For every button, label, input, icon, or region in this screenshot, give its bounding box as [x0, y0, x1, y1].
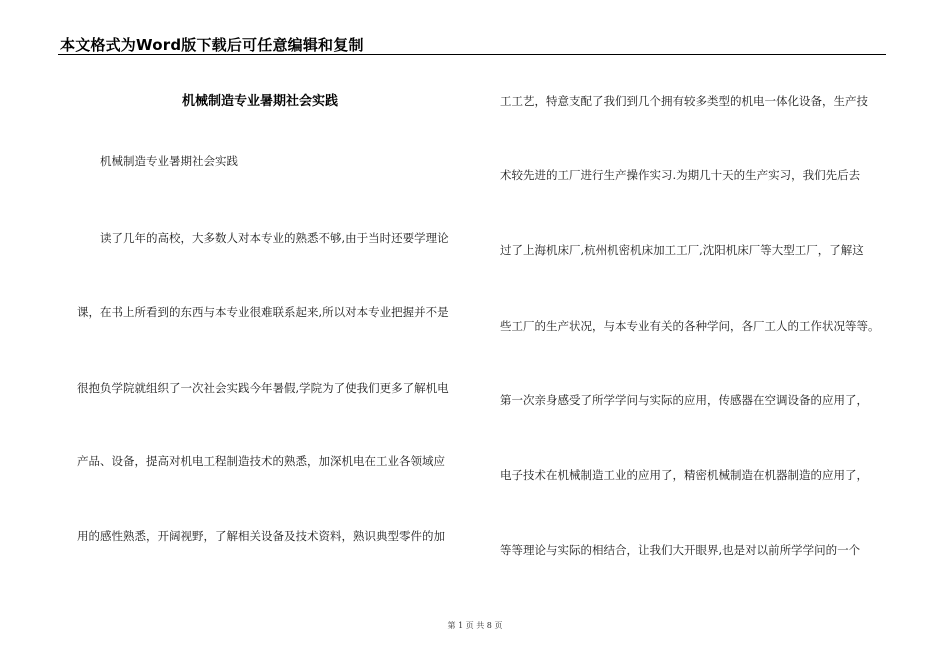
left-paragraph-line: 产品、设备，提高对机电工程制造技术的熟悉，加深机电在工业各领域应: [77, 454, 445, 468]
right-paragraph-line: 电子技术在机械制造工业的应用了，精密机械制造在机器制造的应用了，: [500, 468, 868, 482]
left-paragraph-line: 用的感性熟悉，开阔视野，了解相关设备及技术资料，熟识典型零件的加: [77, 529, 445, 543]
left-paragraph-line: 读了几年的高校，大多数人对本专业的熟悉不够,由于当时还要学理论: [100, 231, 449, 245]
page-number: 第 1 页 共 8 页: [447, 621, 503, 630]
right-paragraph-line: 第一次亲身感受了所学学问与实际的应用，传感器在空调设备的应用了，: [500, 393, 868, 407]
right-paragraph-line: 过了上海机床厂,杭州机密机床加工工厂,沈阳机床厂等大型工厂，了解这: [500, 243, 864, 257]
header-title: 本文格式为Word版下载后可任意编辑和复制: [60, 36, 364, 54]
right-paragraph-line: 些工厂的生产状况，与本专业有关的各种学问，各厂工人的工作状况等等。: [500, 319, 880, 333]
right-paragraph-line: 工工艺，特意支配了我们到几个拥有较多类型的机电一体化设备，生产技: [500, 94, 868, 108]
left-paragraph-line: 很抱负学院就组织了一次社会实践今年暑假,学院为了使我们更多了解机电: [77, 381, 449, 395]
document-title: 机械制造专业暑期社会实践: [181, 94, 338, 109]
header-divider: [58, 54, 886, 55]
left-paragraph-line: 课，在书上所看到的东西与本专业很难联系起来,所以对本专业把握并不是: [77, 305, 449, 319]
right-paragraph-line: 术较先进的工厂进行生产操作实习.为期几十天的生产实习，我们先后去: [500, 168, 861, 182]
right-paragraph-line: 等等理论与实际的相结合，让我们大开眼界,也是对以前所学学问的一个: [500, 543, 861, 557]
left-paragraph-line: 机械制造专业暑期社会实践: [100, 154, 238, 168]
